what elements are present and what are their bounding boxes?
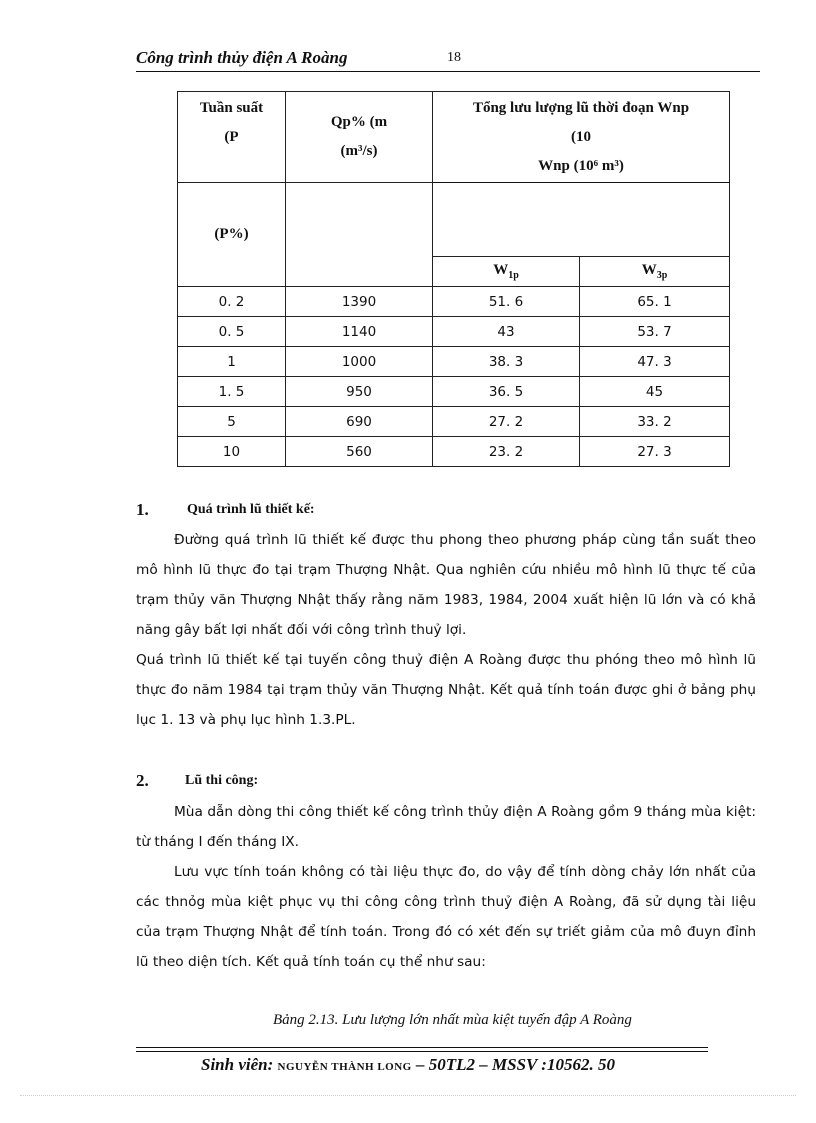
w3p-label: W [641,262,657,278]
table-caption: Bảng 2.13. Lưu lượng lớn nhất mùa kiệt tuyến đập A Roàng [273,1012,632,1028]
cell-qp: 1390 [286,287,433,317]
cell-w1p: 43 [433,317,580,347]
cell-qp: 560 [286,437,433,467]
footer-class-id: – 50TL2 – MSSV :10562. 50 [411,1055,615,1074]
cell-w3p: 65. 1 [580,287,730,317]
section-2-number: 2. [136,771,149,790]
wnp-label: Tổng lưu lượng lũ thời đoạn Wnp [472,99,690,116]
qp-unit: (m³/s) [340,143,378,159]
cell-frequency: 1 [178,347,286,377]
table-row [178,317,730,347]
w3p-subscript: 3p [656,270,668,281]
section-1-paragraph-1: Đường quá trình lũ thiết kế được thu phong theo phương pháp cùng tần suất theo mô hình lũ thực đo tại trạm Thượng Nhật. Qua nghiên cứu nhiều mô hình lũ thực tế của trạm thủy văn Thượng Nhật thấy rằng năm 1983, 1984, 2004 xuất hiện lũ lớn và có khả năng gây bất lợi nhất đối với công trình thuỷ lợi. [136,532,756,638]
header-cell-w3p [580,257,730,287]
table-row [178,437,730,467]
w1p-subscript: 1p [508,270,519,281]
wnp-paren: (10 [571,128,591,145]
cell-w1p: 23. 2 [433,437,580,467]
cell-w1p: 36. 5 [433,377,580,407]
section-1-paragraph-2: Quá trình lũ thiết kế tại tuyến công thuỷ điện A Roàng được thu phóng theo mô hình lũ thực đo năm 1984 tại trạm thủy văn Thượng Nhật. Kết quả tính toán được ghi ở bảng phụ lục 1. 13 và phụ lục hình 1.3.PL. [136,652,756,728]
w1p-label: W [493,262,509,278]
cell-w1p: 38. 3 [433,347,580,377]
frequency-label: Tuần suất [199,100,264,116]
cell-w1p: 27. 2 [433,407,580,437]
section-2-title: Lũ thi công: [185,773,259,788]
cell-qp: 1140 [286,317,433,347]
header-cell-p-percent [178,183,286,287]
header-cell-w1p [433,257,580,287]
wnp-unit: Wnp (10⁶ m³) [538,157,624,174]
header-rule [136,71,760,72]
section-2-paragraph-2: Lưu vực tính toán không có tài liệu thực đo, do vậy để tính dòng chảy lớn nhất của các thnỏg mùa kiệt phục vụ thi công công trình thuỷ điện A Roàng, đã sử dụng tài liệu của trạm Thượng Nhật để tính toán. Trong đó có xét đến sự triết giảm của mô đuyn đỉnh lũ theo diện tích. Kết quả tính toán cụ thể như sau: [136,864,756,970]
header-cell-qp [286,92,433,183]
header-title: Công trình thủy điện A Roàng [136,48,348,67]
table-row [178,407,730,437]
table-header-row-1 [178,92,730,183]
qp-label: Qp% (m [330,114,388,130]
cell-frequency: 10 [178,437,286,467]
cell-w3p: 47. 3 [580,347,730,377]
cell-frequency: 0. 5 [178,317,286,347]
cell-frequency: 0. 2 [178,287,286,317]
frequency-paren: (P [224,129,239,145]
cell-qp: 1000 [286,347,433,377]
cell-qp: 690 [286,407,433,437]
section-1-number: 1. [136,500,149,519]
header-cell-spacer [433,183,730,257]
page-number: 18 [447,50,461,65]
cell-w1p: 51. 6 [433,287,580,317]
page-header [136,48,760,72]
section-2-paragraph-1: Mùa dẫn dòng thi công thiết kế công trình thủy điện A Roàng gồm 9 tháng mùa kiệt: từ tháng I đến tháng IX. [136,804,756,850]
cell-qp: 950 [286,377,433,407]
footer-rule-double [136,1051,708,1052]
flood-frequency-table [177,91,730,467]
section-1-title: Quá trình lũ thiết kế: [187,502,315,517]
table-row [178,347,730,377]
footer-rule [136,1047,708,1048]
cell-w3p: 53. 7 [580,317,730,347]
student-name: NGUYỄN THÀNH LONG [277,1061,412,1073]
bottom-dotted-line [20,1095,796,1096]
cell-w3p: 27. 3 [580,437,730,467]
page-footer [0,1055,816,1075]
cell-w3p: 45 [580,377,730,407]
table-row [178,287,730,317]
cell-frequency: 1. 5 [178,377,286,407]
table-header-row-2 [178,183,730,257]
header-cell-wnp [433,92,730,183]
header-cell-frequency [178,92,286,183]
cell-w3p: 33. 2 [580,407,730,437]
footer-label: Sinh viên: [201,1055,274,1074]
header-cell-empty [286,183,433,287]
table-row [178,377,730,407]
cell-frequency: 5 [178,407,286,437]
p-percent-label: (P%) [214,226,249,242]
